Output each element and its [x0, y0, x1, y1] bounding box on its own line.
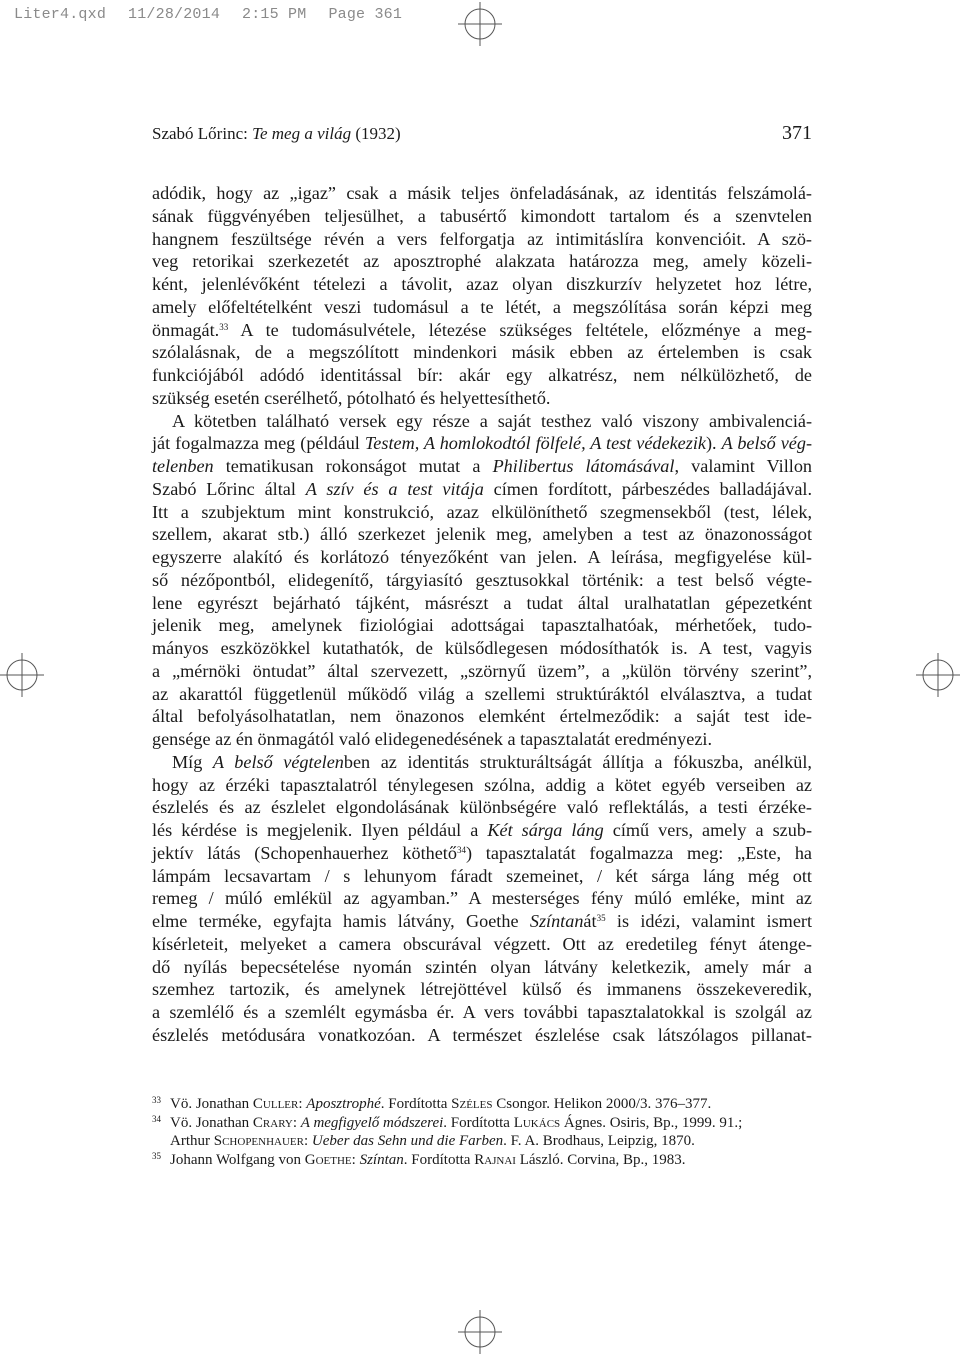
text-line: szólalásnak, de a megszólított mindenkori másik ebben az értelemben is csak [152, 342, 812, 363]
italic-run: A szív és a test vitája [305, 478, 484, 499]
slug-page: Page 361 [328, 6, 403, 23]
text-line: Itt a szubjektum mint konstrukció, azaz elkülöníthető szegmensekből (test, lélek, [152, 501, 812, 522]
text-line [152, 319, 812, 342]
text-run: László. Corvina, Bp., 1983. [515, 1151, 686, 1168]
text-line: amely előfeltételként veszi tudomásul a te létét, a megszólítása során képzi meg [152, 296, 812, 317]
author-name: Schopenhauer [213, 1133, 304, 1149]
author-name: Goethe [304, 1151, 352, 1168]
italic-run: Két sárga láng [487, 820, 604, 840]
print-slug [14, 6, 424, 23]
text-line: egyszerre alakító és korlátozó tényezőként van jelen. A leírása, megfigyelése kül- [152, 547, 812, 567]
slug-date: 11/28/2014 [128, 6, 221, 23]
footnote-34-continuation [152, 1132, 812, 1151]
text-run: Vö. Jonathan [170, 1114, 253, 1131]
registration-mark-left [0, 653, 44, 697]
text-line [152, 455, 812, 478]
text-line: észlelés és az észlelet elgondolásának különbségére való reflektálás, a testi érzéke- [152, 797, 812, 818]
italic-run: Testem, A homlokodtól fölfelé, A test védekezik [364, 433, 706, 454]
text-line [152, 910, 812, 933]
header-poem-title: Te meg a világ [252, 124, 352, 143]
text-run: ) tapasztalatát fogalmazza meg: „Este, ha [465, 842, 812, 863]
header-author: Szabó Lőrinc: [152, 124, 253, 143]
text-line [152, 432, 812, 455]
text-run: Csongor. Helikon 2000/3. 376–377. [492, 1096, 712, 1112]
registration-mark-right [916, 653, 960, 697]
italic-run: A belső végtelen [212, 751, 344, 772]
text-run: Míg [172, 751, 213, 772]
italic-run: Színtan [529, 911, 584, 931]
text-line: lene egyrészt bejárható tájként, másrészt a tudat által uralhatatlan gépezetként [152, 592, 812, 613]
text-run: A te tudomásulvétele, létezése szükséges feltétele, előzménye a meg- [228, 319, 812, 340]
registration-mark-bottom [458, 1310, 502, 1354]
text-run: : [304, 1133, 312, 1149]
text-run: . Fordította [380, 1096, 452, 1112]
footnote-35: $^{35}$ Johann Wolfgang von Goethe: Színtan. Fordította Rajnai László. Corvina, Bp., 1983. [152, 1150, 686, 1168]
text-line: ső nézőpontból, elidegenítő, tárgyiasító gesztusokkal történik: a test belső végte- [152, 569, 812, 590]
text-run: : [351, 1151, 360, 1168]
text-run: jektív látás (Schopenhauerhez köthető [152, 842, 457, 863]
text-line: ként, jelenlévőként tételezi a távolit, azaz olyan diszkurzív helyzetet hoz létre, [152, 274, 812, 294]
slug-time: 2:15 PM [242, 6, 307, 23]
translator-name: Lukács [513, 1114, 561, 1131]
text-line [152, 819, 812, 842]
work-title: A megfigyelő módszerei [300, 1114, 444, 1131]
text-run: is idézi, valamint ismert [605, 911, 812, 931]
footnote-ref: 35 [596, 913, 606, 923]
text-line: lámpám lecsavartam / s lehunyom fáradt szemeinet, / két sárga láng még ott [152, 865, 812, 886]
header-year: (1932) [351, 124, 401, 143]
text-run: át [583, 911, 597, 931]
text-run: Arthur [170, 1133, 214, 1149]
text-line: szemhez tartozik, és amelynek létrejöttével külső és immanens összekeveredik, [152, 979, 812, 1000]
text-line: hangnem feszültsége révén a vers felforgatja az intimitáslíra konvencióit. A szö- [152, 228, 812, 249]
footnotes [152, 1095, 812, 1169]
text-run: ját fogalmazza meg (például [152, 433, 365, 454]
work-title: Aposztrophé [306, 1096, 381, 1112]
text-line [152, 478, 812, 501]
translator-name: Széles [451, 1096, 493, 1112]
translator-name: Rajnai [474, 1151, 516, 1168]
page-number: 371 [782, 122, 812, 144]
text-run: ). [705, 433, 722, 454]
text-line: kísérleteit, melyeket a camera obscurával végzett. Ott az eredetileg fényt átenge- [152, 933, 812, 954]
slug-file: Liter4.qxd [14, 6, 107, 23]
text-line: a szemlélő és a szemlélt egymásba ér. A vers további tapasztalatokkal is szolgál az [152, 1002, 812, 1022]
text-run: Vö. Jonathan [170, 1096, 253, 1112]
text-line: veg retorikai szerkezetét az aposztrophé alakzata határozza meg, amely közeli- [152, 251, 812, 272]
body-text [152, 182, 812, 1047]
text-run: , valamint Villon [674, 456, 813, 476]
text-line: funkciójából adódó identitással bír: akár egy alkatrész, nem nélkülözhető, de [152, 365, 812, 385]
text-line: szükség esetén cserélhető, pótolható és helyettesíthető. [152, 387, 551, 408]
text-run: Johann Wolfgang von [170, 1151, 305, 1168]
text-run: címen fordított, párbeszédes balladájával. [483, 478, 813, 499]
text-run: lés kérdése is megjelenik. Ilyen például a [152, 820, 488, 840]
text-line: adódik, hogy az „igaz” csak a másik teljes önfeladásának, az identitás felszámolá- [152, 183, 812, 203]
text-run: ben az identitás strukturáltságát állítja a fókuszba, anélkül, [343, 751, 812, 772]
text-line: gensége az én önmagától való elidegenedésének a tapasztalatát eredményezi. [152, 729, 712, 749]
author-name: Crary [252, 1114, 293, 1131]
text-line: hogy az érzéki tapasztalatról ténylegesen szólna, addig a kötet egyéb verseiben az [152, 774, 812, 795]
text-run: tematikusan rokonságot mutat a [213, 456, 493, 476]
italic-run: telenben [152, 456, 214, 476]
text-run: . Fordította [443, 1114, 514, 1131]
text-line: mányos eszközökkel kutathatók, de külsődlegesen módosíthatók is. A test, vagyis [152, 638, 812, 658]
text-line: jelenik meg, amelynek fiziológiai adottságai tapasztalhatóak, mérhetőek, tudo- [152, 615, 812, 636]
registration-mark-top [458, 2, 502, 46]
text-line: által befolyásolhatatlan, nem önazonos elemként értelmeződik: a saját test ide- [152, 706, 812, 727]
italic-run: A belső vég- [721, 433, 813, 454]
text-run: : [298, 1096, 307, 1112]
text-run: című vers, amely a szub- [603, 820, 812, 840]
running-head-title [152, 124, 401, 144]
text-line: a „mérnöki öntudat” által szervezett, „szörnyű üzem”, a „külön törvény szerint”, [152, 660, 812, 681]
text-line: szellem, akarat stb.) álló szerkezet jelenik meg, amelyben a test az önazonosságot [152, 524, 812, 545]
footnote-34: $^{34}$ Vö. Jonathan Crary: A megfigyelő módszerei. Fordította Lukács Ágnes. Osiris, Bp., 1999. 91.; [152, 1113, 743, 1131]
footnote-ref: 34 [456, 844, 466, 855]
work-title: Színtan [359, 1151, 404, 1168]
text-run: Ágnes. Osiris, Bp., 1999. 91.; [560, 1114, 743, 1131]
text-run: önmagát. [152, 319, 220, 340]
text-run: . Fordította [403, 1151, 475, 1168]
footnote-ref: 33 [219, 321, 229, 332]
text-run: . F. A. Brodhaus, Leipzig, 1870. [503, 1133, 695, 1149]
text-line: sának függvényében teljesülhet, a tabusértő kimondott tartalom és a szenvtelen [152, 205, 812, 226]
text-line: az akarattól függetlenül működő világ a szellemi struktúráktól elválasztva, a tudat [152, 683, 812, 704]
work-title: Ueber das Sehn und die Farben [311, 1133, 504, 1149]
text-line [152, 842, 812, 865]
text-run: elme terméke, egyfajta hamis látvány, Goethe [152, 911, 530, 931]
text-run: : [292, 1114, 301, 1131]
text-line: dő nyílás bepecsételése nyomán szintén olyan látvány keletkezik, amely már a [152, 956, 812, 977]
text-line: észlelés metódusára vonatkozóan. A természet észlelése csak látszólagos pillanat- [152, 1024, 812, 1045]
running-head [152, 124, 812, 148]
footnote-33: $^{33}$ Vö. Jonathan Culler: Aposztrophé. Fordította Széles Csongor. Helikon 2000/3. 376–377. [152, 1095, 712, 1112]
text-line [152, 751, 812, 774]
text-line: A kötetben található versek egy része a saját testhez való viszony ambivalenciá- [172, 410, 812, 431]
text-run: Szabó Lőrinc által [152, 478, 306, 499]
author-name: Culler [252, 1096, 299, 1112]
text-line: remeg / múló emlékül az agyamban.” A mesterséges fény múló emléke, mint az [152, 888, 812, 909]
italic-run: Philibertus látomásával [492, 456, 675, 476]
